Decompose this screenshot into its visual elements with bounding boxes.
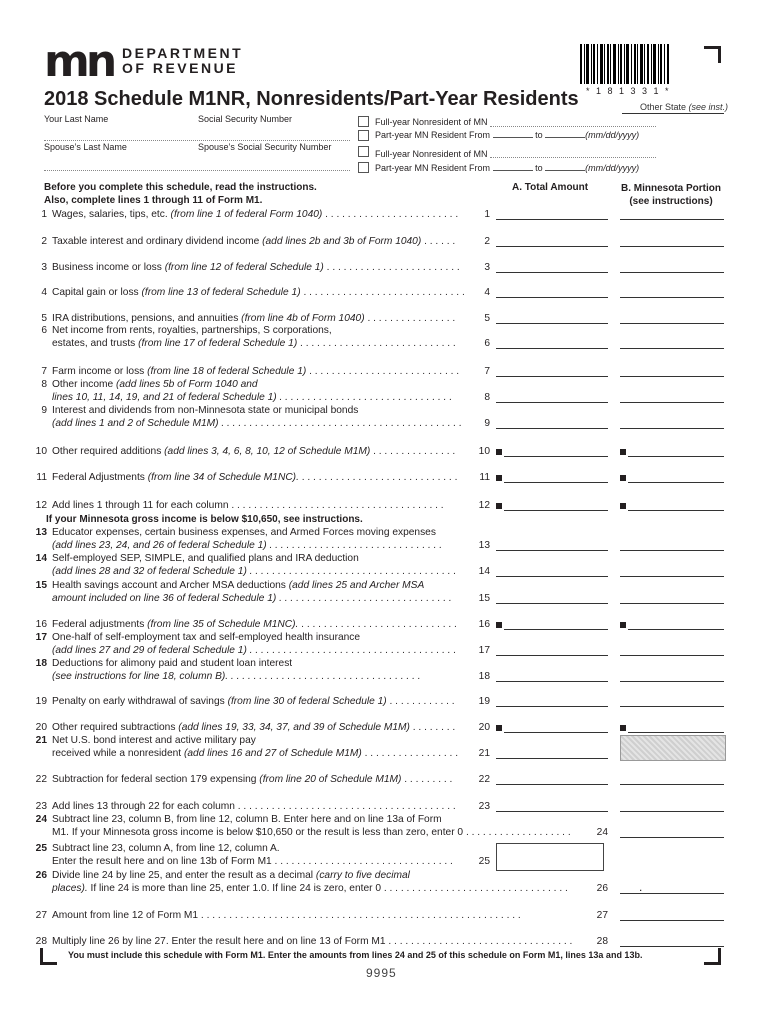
line-2-col-b-input[interactable]	[620, 246, 724, 247]
line-17-text: 17 One-half of self-employment tax and self-employed health insurance	[35, 632, 361, 643]
line-1-col-a-input[interactable]	[496, 219, 608, 220]
line-25-input[interactable]	[496, 843, 604, 871]
line-12-text: 12 Add lines 1 through 11 for each column . . . . . . . . . . . . . . . . . . . . . . . . . . . . . . . . . . . . . .	[35, 500, 444, 511]
spouse-full-year-nr-checkbox[interactable]	[358, 146, 369, 157]
line-8-col-a-input[interactable]	[496, 402, 608, 403]
line-21-text: 21 Net U.S. bond interest and active military pay	[35, 735, 256, 746]
footer-instruction: You must include this schedule with Form M1. Enter the amounts from lines 24 and 25 of this schedule on Form M1, lines 13a and 13b.	[68, 950, 643, 960]
line-7-text: 7 Farm income or loss (from line 18 of federal Schedule 1) . . . . . . . . . . . . . . . . . . . . . . . . . . .	[41, 366, 460, 377]
line-18-col-b-input[interactable]	[620, 681, 724, 682]
full-year-nr-leader	[490, 126, 656, 127]
name-row-divider	[44, 140, 350, 141]
line-14-col-a-input[interactable]	[496, 576, 608, 577]
line-18-number: 18	[478, 671, 490, 682]
corner-mark-bottom-left	[40, 948, 57, 965]
line-8-text: 8 Other income (add lines 5b of Form 1040 and	[41, 379, 258, 390]
barcode-icon	[580, 44, 690, 84]
line-10-text: 10 Other required additions (add lines 3, 4, 6, 8, 10, 12 of Schedule M1M) . . . . . . . . . . . . . . .	[35, 446, 456, 457]
dept-name-line1: DEPARTMENT	[122, 45, 244, 61]
full-year-nr-label: Full-year Nonresident of MN	[375, 117, 488, 127]
line-10-col-a-input[interactable]	[504, 456, 608, 457]
line-11-col-b-marker	[620, 475, 626, 481]
line-9-number: 9	[484, 418, 490, 429]
line-28-number: 28	[596, 936, 608, 947]
line-11-col-a-marker	[496, 475, 502, 481]
line-23-col-b-input[interactable]	[620, 811, 724, 812]
page-code: 9995	[366, 966, 397, 980]
line-26-text-cont: places). If line 24 is more than line 25, enter 1.0. If line 24 is zero, enter 0 . . . . . . . . . . . . . . . . . . . . . . . . . . . . . . . . .	[52, 883, 568, 894]
part-year-res-label: Part-year MN Resident From to (mm/dd/yyyy)	[375, 130, 640, 140]
line-10-col-a-marker	[496, 449, 502, 455]
line-12-col-a-input[interactable]	[504, 510, 608, 511]
line-22-col-b-input[interactable]	[620, 784, 724, 785]
line-19-number: 19	[478, 696, 490, 707]
line-24-input[interactable]	[620, 837, 724, 838]
line-27-number: 27	[596, 910, 608, 921]
line-10-col-b-input[interactable]	[628, 456, 724, 457]
line-12-number: 12	[478, 500, 490, 511]
line-20-number: 20	[478, 722, 490, 733]
line-18-text-cont: (see instructions for line 18, column B). . . . . . . . . . . . . . . . . . . . . . . . . . . . . . . . . . .	[52, 671, 421, 682]
line-4-col-a-input[interactable]	[496, 297, 608, 298]
line-15-col-b-input[interactable]	[620, 603, 724, 604]
line-20-text: 20 Other required subtractions (add lines 19, 33, 34, 37, and 39 of Schedule M1M) . . . . . . . .	[35, 722, 456, 733]
line-12-col-a-marker	[496, 503, 502, 509]
mn-logo-icon: mn	[44, 36, 114, 87]
line-26-input[interactable]	[620, 893, 724, 894]
last-name-label: Your Last Name	[44, 114, 109, 124]
line-10-col-b-marker	[620, 449, 626, 455]
line-9-text: 9 Interest and dividends from non-Minnesota state or municipal bonds	[41, 405, 359, 416]
instructions-line2: Also, complete lines 1 through 11 of Form M1.	[44, 195, 263, 206]
line-17-col-b-input[interactable]	[620, 655, 724, 656]
line-14-number: 14	[478, 566, 490, 577]
line-11-col-b-input[interactable]	[628, 482, 724, 483]
line-24-text-cont: M1. If your Minnesota gross income is below $10,650 or the result is less than zero, enter 0 . . . . . . . . . . . . . . . . . . .	[52, 827, 571, 838]
gross-income-note: If your Minnesota gross income is below $10,650, see instructions.	[46, 514, 363, 525]
line-23-col-a-input[interactable]	[496, 811, 608, 812]
line-12-col-b-marker	[620, 503, 626, 509]
line-22-text: 22 Subtraction for federal section 179 expensing (from line 20 of Schedule M1M) . . . . . . . . .	[35, 774, 453, 785]
line-16-text: 16 Federal adjustments (from line 35 of Schedule M1NC). . . . . . . . . . . . . . . . . . . . . . . . . . . . .	[35, 619, 457, 630]
line-26-number: 26	[596, 883, 608, 894]
line-1-col-b-input[interactable]	[620, 219, 724, 220]
line-16-number: 16	[478, 619, 490, 630]
line-4-col-b-input[interactable]	[620, 297, 724, 298]
line-15-number: 15	[478, 593, 490, 604]
line-5-text: 5 IRA distributions, pensions, and annuities (from line 4b of Form 1040) . . . . . . . . . . . . . . . .	[41, 313, 456, 324]
line-1-number: 1	[484, 209, 490, 220]
line-14-text: 14 Self-employed SEP, SIMPLE, and qualified plans and IRA deduction	[35, 553, 359, 564]
line-7-col-a-input[interactable]	[496, 376, 608, 377]
line-25-text: 25 Subtract line 23, column A, from line 12, column A.	[35, 843, 280, 854]
line-13-text-cont: (add lines 23, 24, and 26 of federal Schedule 1) . . . . . . . . . . . . . . . . . . . . . . . . . . . . . . .	[52, 540, 443, 551]
line-6-number: 6	[484, 338, 490, 349]
line-9-col-a-input[interactable]	[496, 428, 608, 429]
line-18-col-a-input[interactable]	[496, 681, 608, 682]
corner-mark-bottom-right	[704, 948, 721, 965]
line-22-number: 22	[478, 774, 490, 785]
line-16-col-a-marker	[496, 622, 502, 628]
spouse-row-divider	[44, 170, 350, 171]
line-16-col-b-input[interactable]	[628, 629, 724, 630]
line-9-text-cont: (add lines 1 and 2 of Schedule M1M) . . . . . . . . . . . . . . . . . . . . . . . . . . . . . . . . . . . . . . . . . . .	[52, 418, 462, 429]
line-3-text: 3 Business income or loss (from line 12 of federal Schedule 1) . . . . . . . . . . . . . . . . . . . . . . . .	[41, 262, 460, 273]
line-17-col-a-input[interactable]	[496, 655, 608, 656]
line-9-col-b-input[interactable]	[620, 428, 724, 429]
line-13-number: 13	[478, 540, 490, 551]
line-11-number: 11	[479, 472, 490, 483]
line-6-col-b-input[interactable]	[620, 348, 724, 349]
line-24-text: 24 Subtract line 23, column B, from line 12, column B. Enter here and on line 13a of Form	[35, 814, 442, 825]
line-12-col-b-input[interactable]	[628, 510, 724, 511]
line-25-number: 25	[478, 856, 490, 867]
corner-mark-top-right	[704, 46, 721, 63]
line-18-text: 18 Deductions for alimony paid and student loan interest	[35, 658, 293, 669]
line-11-col-a-input[interactable]	[504, 482, 608, 483]
line-3-number: 3	[484, 262, 490, 273]
column-a-header: A. Total Amount	[512, 182, 589, 193]
line-28-input[interactable]	[620, 946, 724, 947]
line-26-text: 26 Divide line 24 by line 25, and enter the result as a decimal (carry to five decimal	[35, 870, 410, 881]
line-3-col-b-input[interactable]	[620, 272, 724, 273]
dept-name-line2: OF REVENUE	[122, 60, 239, 76]
other-state-label: Other State (see inst.)	[640, 102, 729, 112]
line-8-number: 8	[484, 392, 490, 403]
line-28-text: 28 Multiply line 26 by line 27. Enter the result here and on line 13 of Form M1 . . . . . . . . . . . . . . . . . . . . . . . . . . . . . . . . .	[35, 936, 573, 947]
line-13-col-b-input[interactable]	[620, 550, 724, 551]
page-title: 2018 Schedule M1NR, Nonresidents/Part-Year Residents	[44, 88, 579, 110]
line-21-text-cont: received while a nonresident (add lines 16 and 27 of Schedule M1M) . . . . . . . . . . . . . . . . .	[52, 748, 459, 759]
line-5-col-a-input[interactable]	[496, 323, 608, 324]
other-state-input[interactable]	[622, 113, 724, 114]
spouse-ssn-label: Spouse’s Social Security Number	[198, 142, 332, 152]
ssn-label: Social Security Number	[198, 114, 293, 124]
spouse-part-year-res-checkbox[interactable]	[358, 162, 369, 173]
line-11-text: 11 Federal Adjustments (from line 34 of Schedule M1NC). . . . . . . . . . . . . . . . . . . . . . . . . . . . .	[36, 472, 458, 483]
line-27-text: 27 Amount from line 12 of Form M1 . . . . . . . . . . . . . . . . . . . . . . . . . . . . . . . . . . . . . . . . . . . . . . . . . . . . . . . . .	[35, 910, 521, 921]
line-6-col-a-input[interactable]	[496, 348, 608, 349]
spouse-part-year-res-label: Part-year MN Resident From to (mm/dd/yyyy)	[375, 163, 640, 173]
line-17-number: 17	[478, 645, 490, 656]
line-21-col-b-shaded	[620, 735, 726, 761]
line-8-text-cont: lines 10, 11, 14, 19, and 21 of federal Schedule 1) . . . . . . . . . . . . . . . . . . . . . . . . . . . . . . .	[52, 392, 453, 403]
line-4-text: 4 Capital gain or loss (from line 13 of federal Schedule 1) . . . . . . . . . . . . . . . . . . . . . . . . . . . . .	[41, 287, 465, 298]
line-7-number: 7	[484, 366, 490, 377]
line-27-input[interactable]	[620, 920, 724, 921]
line-5-col-b-input[interactable]	[620, 323, 724, 324]
line-24-number: 24	[596, 827, 608, 838]
line-22-col-a-input[interactable]	[496, 784, 608, 785]
line-2-col-a-input[interactable]	[496, 246, 608, 247]
line-3-col-a-input[interactable]	[496, 272, 608, 273]
line-15-text-cont: amount included on line 36 of federal Schedule 1) . . . . . . . . . . . . . . . . . . . . . . . . . . . . . . .	[52, 593, 452, 604]
line-20-col-a-marker	[496, 725, 502, 731]
line-5-number: 5	[484, 313, 490, 324]
line-6-text-cont: estates, and trusts (from line 17 of federal Schedule 1) . . . . . . . . . . . . . . . . . . . . . . . . . . . .	[52, 338, 456, 349]
to-date-input[interactable]	[545, 137, 585, 138]
part-year-res-checkbox[interactable]	[358, 130, 369, 141]
line-14-text-cont: (add lines 28 and 32 of federal Schedule 1) . . . . . . . . . . . . . . . . . . . . . . . . . . . . . . . . . . . . .	[52, 566, 457, 577]
spouse-full-year-nr-label: Full-year Nonresident of MN	[375, 149, 488, 159]
line-10-number: 10	[478, 446, 490, 457]
column-b-header: B. Minnesota Portion (see instructions)	[621, 183, 721, 207]
line-1-text: 1 Wages, salaries, tips, etc. (from line 1 of federal Form 1040) . . . . . . . . . . . . . . . . . . . . . . . .	[41, 209, 459, 220]
line-19-col-a-input[interactable]	[496, 706, 608, 707]
line-23-text: 23 Add lines 13 through 22 for each column . . . . . . . . . . . . . . . . . . . . . . . . . . . . . . . . . . . . . . .	[35, 801, 456, 812]
line-13-text: 13 Educator expenses, certain business expenses, and Armed Forces moving expenses	[35, 527, 436, 538]
line-8-col-b-input[interactable]	[620, 402, 724, 403]
line-7-col-b-input[interactable]	[620, 376, 724, 377]
instructions-line1: Before you complete this schedule, read the instructions.	[44, 182, 317, 193]
line-17-text-cont: (add lines 27 and 29 of federal Schedule 1) . . . . . . . . . . . . . . . . . . . . . . . . . . . . . . . . . . . . .	[52, 645, 457, 656]
spouse-from-date-input[interactable]	[493, 170, 533, 171]
barcode-number: * 1 8 1 3 3 1 *	[586, 86, 671, 96]
spouse-to-date-input[interactable]	[545, 170, 585, 171]
line-6-text: 6 Net income from rents, royalties, partnerships, S corporations,	[41, 325, 332, 336]
from-date-input[interactable]	[493, 137, 533, 138]
line-15-text: 15 Health savings account and Archer MSA deductions (add lines 25 and Archer MSA	[35, 580, 425, 591]
line-16-col-a-input[interactable]	[504, 629, 608, 630]
full-year-nr-checkbox[interactable]	[358, 116, 369, 127]
spouse-full-year-nr-leader	[490, 157, 656, 158]
line-13-col-a-input[interactable]	[496, 550, 608, 551]
line-2-text: 2 Taxable interest and ordinary dividend income (add lines 2b and 3b of Form 1040) . . . . . .	[41, 236, 456, 247]
spouse-last-name-label: Spouse’s Last Name	[44, 142, 127, 152]
line-14-col-b-input[interactable]	[620, 576, 724, 577]
line-19-col-b-input[interactable]	[620, 706, 724, 707]
line-2-number: 2	[484, 236, 490, 247]
line-20-col-b-input[interactable]	[628, 732, 724, 733]
line-26-decimal-point: .	[639, 880, 643, 894]
line-21-number: 21	[478, 748, 490, 759]
line-19-text: 19 Penalty on early withdrawal of savings (from line 30 of federal Schedule 1) . . . . . . . . . . . .	[35, 696, 455, 707]
line-15-col-a-input[interactable]	[496, 603, 608, 604]
line-25-text-cont: Enter the result here and on line 13b of Form M1 . . . . . . . . . . . . . . . . . . . . . . . . . . . . . . . .	[52, 856, 453, 867]
line-23-number: 23	[478, 801, 490, 812]
line-20-col-a-input[interactable]	[504, 732, 608, 733]
line-16-col-b-marker	[620, 622, 626, 628]
line-20-col-b-marker	[620, 725, 626, 731]
line-21-col-a-input[interactable]	[496, 758, 608, 759]
line-4-number: 4	[484, 287, 490, 298]
